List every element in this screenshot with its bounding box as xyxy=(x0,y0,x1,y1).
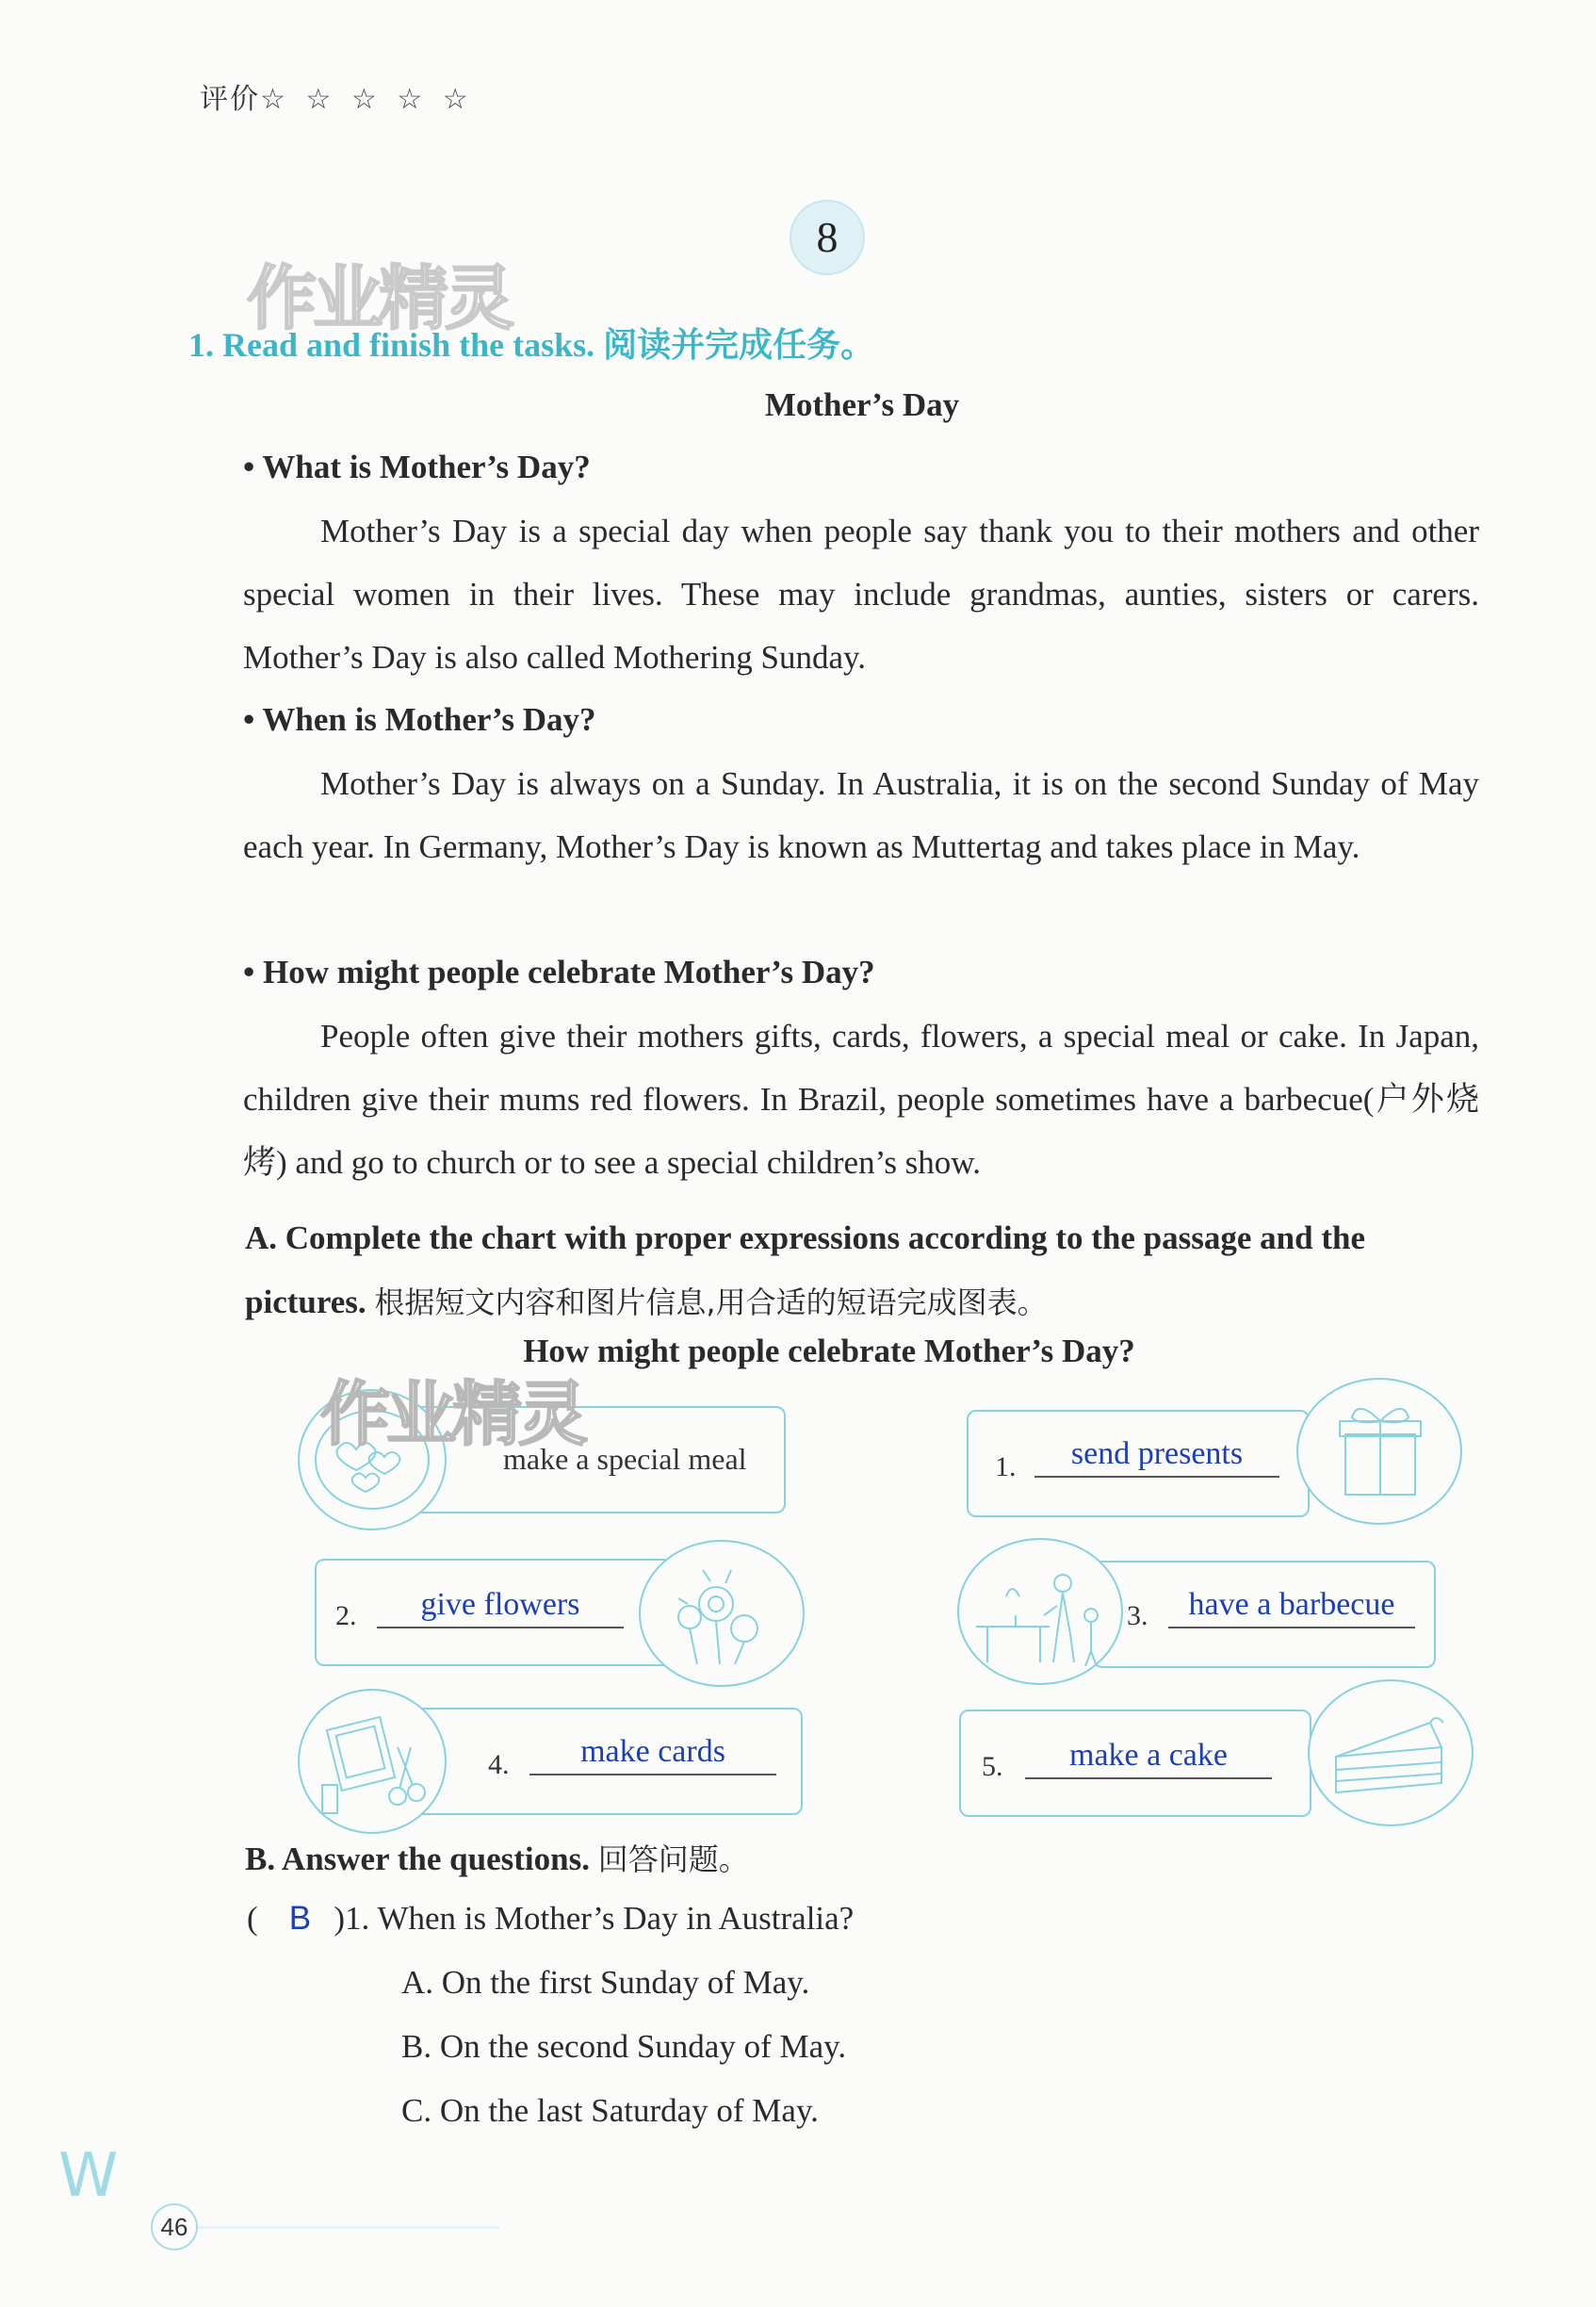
gift-picture xyxy=(1296,1378,1462,1525)
cake-picture xyxy=(1308,1679,1474,1826)
passage-question-3: • How might people celebrate Mother’s Day? xyxy=(243,954,875,990)
unit-number-badge: 8 xyxy=(790,200,865,275)
answer-4: make cards xyxy=(529,1730,776,1775)
answer-paren-open: ( xyxy=(247,1900,258,1937)
part-b-instruction-cn: 回答问题。 xyxy=(597,1841,749,1877)
gift-box-icon xyxy=(1298,1380,1460,1523)
cards-picture xyxy=(298,1689,447,1834)
cake-slice-icon xyxy=(1310,1681,1472,1824)
item-number-4: 4. xyxy=(488,1749,510,1780)
example-text: make a special meal xyxy=(503,1442,747,1476)
part-b-instruction-en: B. Answer the questions. xyxy=(245,1841,590,1877)
passage-paragraph-3: People often give their mothers gifts, cards, flowers, a special meal or cake. In Japan, children give their mums red flowers. In Brazil, people sometimes have a barbecue(户外烧烤) and go to church or to see a special children’s show. xyxy=(243,1018,1479,1181)
answer-1: send presents xyxy=(1034,1432,1279,1478)
item-number-2: 2. xyxy=(335,1600,357,1631)
passage-question-2: • When is Mother’s Day? xyxy=(243,701,596,738)
question-1-text: When is Mother’s Day in Australia? xyxy=(377,1900,855,1937)
flowers-icon xyxy=(641,1542,803,1685)
passage-question-1: • What is Mother’s Day? xyxy=(243,449,591,485)
part-a-instruction-cn: 根据短文内容和图片信息,用合适的短语完成图表。 xyxy=(374,1284,1048,1320)
option-c: C. On the last Saturday of May. xyxy=(401,2092,819,2129)
part-b-instruction xyxy=(245,1836,749,1879)
page-footer-bar xyxy=(198,2226,499,2229)
question-1 xyxy=(247,1900,854,1938)
item-number-3: 3. xyxy=(1127,1600,1148,1631)
part-a-instruction-en: A. Complete the chart with proper expressions according to the passage and the pictures. xyxy=(245,1219,1365,1320)
page-number: 46 xyxy=(151,2203,198,2250)
passage-paragraph-1: Mother’s Day is a special day when people say thank you to their mothers and other special women in their lives. These may include grandmas, aunties, sisters or carers. Mother’s Day is also called Mothering Sunday. xyxy=(243,513,1479,676)
option-a: A. On the first Sunday of May. xyxy=(401,1964,810,2001)
item-number-5: 5. xyxy=(982,1751,1003,1782)
watermark-2: 作业精灵 xyxy=(320,1374,584,1455)
option-b: B. On the second Sunday of May. xyxy=(401,2028,847,2065)
part-a-instruction xyxy=(245,1206,1489,1334)
flowers-picture xyxy=(639,1540,805,1687)
card-scissors-icon xyxy=(300,1691,445,1832)
passage-title: Mother’s Day xyxy=(764,386,960,423)
barbecue-icon xyxy=(959,1540,1121,1683)
rating-stars: ☆ ☆ ☆ ☆ ☆ xyxy=(260,83,474,116)
decorative-letter: W xyxy=(58,2141,119,2211)
answer-3: have a barbecue xyxy=(1168,1583,1415,1628)
passage-paragraph-2: Mother’s Day is always on a Sunday. In Australia, it is on the second Sunday of May each year. In Germany, Mother’s Day is known as Muttertag and takes place in May. xyxy=(243,765,1479,865)
answer-5: make a cake xyxy=(1025,1734,1272,1779)
question-1-answer: B xyxy=(288,1900,312,1937)
task-heading: 1. Read and finish the tasks. 阅读并完成任务。 xyxy=(188,326,875,364)
item-number-1: 1. xyxy=(995,1451,1017,1482)
rating xyxy=(200,75,474,117)
barbecue-picture xyxy=(957,1538,1123,1685)
answer-2: give flowers xyxy=(377,1583,624,1628)
chart-title: How might people celebrate Mother’s Day? xyxy=(523,1333,1135,1369)
rating-label: 评价 xyxy=(200,83,260,116)
answer-paren-close: )1. xyxy=(334,1900,370,1937)
watermark: 作业精灵 xyxy=(247,258,511,339)
